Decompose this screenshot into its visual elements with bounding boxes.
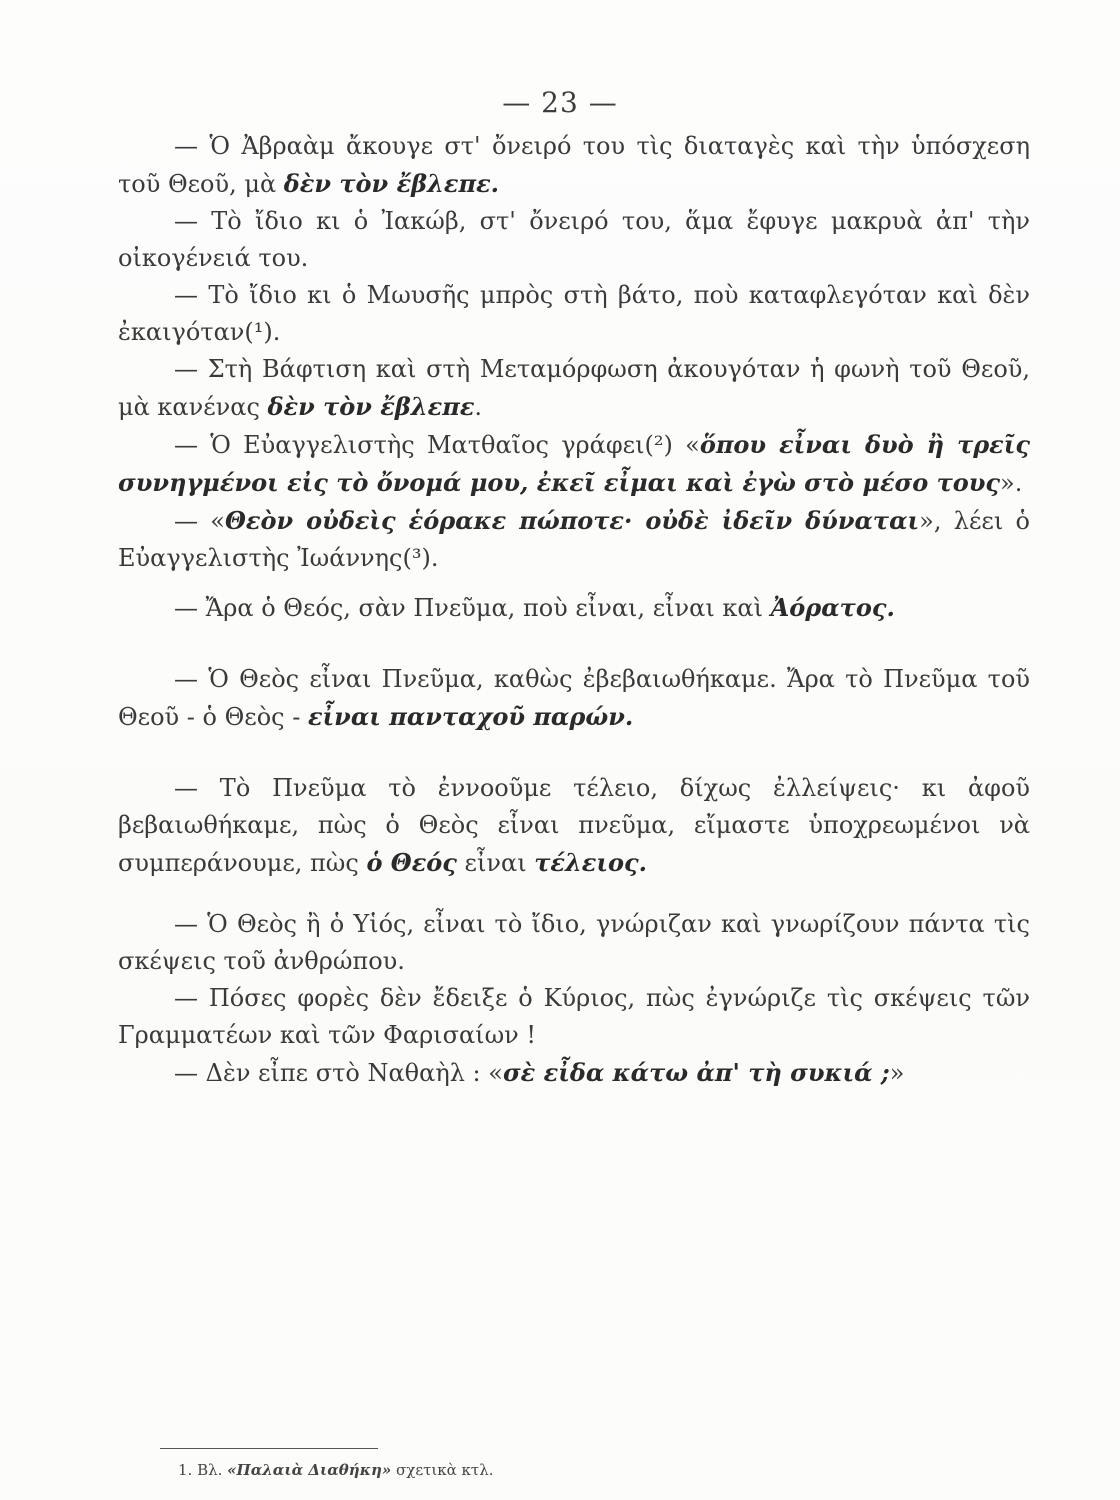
paragraph-perfect xyxy=(118,770,1030,882)
paragraph-jacob xyxy=(118,203,1030,277)
text: — Τὸ ἴδιο κι ὁ Ἰακώβ, στ' ὄνειρό του, ἅμα ἔφυγε μακρυὰ ἀπ' τὴν οἰκογένειά του. xyxy=(118,207,1030,272)
text: — Πόσες φορὲς δὲν ἔδειξε ὁ Κύριος, πὼς ἐγνώριζε τὶς σκέψεις τῶν Γραμματέων καὶ τῶν Φαρισαίων ! xyxy=(118,984,1030,1049)
footnote-ref: (²) xyxy=(644,431,673,459)
text: . xyxy=(474,393,483,421)
footnote-1 xyxy=(178,1460,878,1480)
text: — Τὸ ἴδιο κι ὁ Μωυσῆς μπρὸς στὴ βάτο, ποὺ καταφλεγόταν καὶ δὲν ἐκαιγόταν xyxy=(118,281,1030,346)
text: « xyxy=(672,431,700,459)
footnote-divider xyxy=(160,1448,378,1449)
paragraph-baptism xyxy=(118,351,1030,426)
footnotes xyxy=(178,1460,878,1480)
text: — Στὴ Βάφτιση καὶ στὴ Μεταμόρφωση ἀκουγόταν ἡ φωνὴ τοῦ Θεοῦ, μὰ κανένας xyxy=(118,355,1030,421)
text: », λέει ὁ Εὐαγγελιστὴς Ἰωάννης xyxy=(118,507,1031,572)
emphasis-text: τέλειος. xyxy=(534,848,647,877)
emphasis-text: εἶναι πανταχοῦ παρών. xyxy=(307,702,634,731)
emphasis-text: Ἀόρατος. xyxy=(770,593,895,622)
text: — Ὁ Θεὸς εἶναι Πνεῦμα, καθὼς ἐβεβαιωθήκαμε. Ἄρα τὸ Πνεῦμα τοῦ Θεοῦ - ὁ Θεὸς - xyxy=(118,665,1030,731)
emphasis-text: δὲν τὸν ἔβλεπε xyxy=(267,392,475,421)
text: ». xyxy=(1000,469,1023,497)
body-text xyxy=(118,128,1030,1092)
footnote-text: Βλ. xyxy=(197,1461,228,1479)
text: — Ὁ Εὐαγγελιστὴς Ματθαῖος γράφει xyxy=(174,431,645,459)
paragraph-invisible xyxy=(118,589,1030,627)
emphasis-text: σὲ εἶδα κάτω ἀπ' τὴ συκιά ; xyxy=(502,1058,890,1087)
text: — Ὁ Θεὸς ἢ ὁ Υἱός, εἶναι τὸ ἴδιο, γνώριζαν καὶ γνωρίζουν πάντα τὶς σκέψεις τοῦ ἀνθρώπου. xyxy=(118,910,1030,975)
text: — Τὸ Πνεῦμα τὸ ἐννοοῦμε τέλειο, δίχως ἐλλείψεις· κι ἀφοῦ βεβαιωθήκαμε, πὼς ὁ Θεὸς εἶναι πνεῦμα, εἴμαστε ὑποχρεωμένοι νὰ συμπεράνουμε, πὼς xyxy=(118,774,1030,877)
footnote-number: 1. xyxy=(178,1461,193,1479)
paragraph-son xyxy=(118,906,1030,980)
text: . xyxy=(272,318,281,346)
footnote-ref: (¹) xyxy=(244,318,273,346)
emphasis-text: ὅπου εἶναι δυὸ ἢ τρεῖς συνηγμένοι εἰς τὸ ὄνομά μου, ἐκεῖ εἶμαι καὶ ἐγὼ στὸ μέσο τους xyxy=(118,430,1031,497)
paragraph-matthew xyxy=(118,426,1030,502)
paragraph-abraham xyxy=(118,128,1030,203)
page-number: — 23 — xyxy=(502,86,618,119)
text: — Δὲν εἶπε στὸ Ναθαὴλ : « xyxy=(174,1059,503,1087)
text: — Ἄρα ὁ Θεός, σὰν Πνεῦμα, ποὺ εἶναι, εἶναι καὶ xyxy=(174,594,771,622)
footnote-emphasis: «Παλαιὰ Διαθήκη» xyxy=(227,1461,392,1479)
text: εἶναι xyxy=(456,849,535,877)
text: — « xyxy=(174,507,225,535)
text: . xyxy=(430,544,439,572)
emphasis-text: δὲν τὸν ἔβλεπε. xyxy=(283,169,500,198)
paragraph-john xyxy=(118,502,1030,577)
emphasis-text: Θεὸν οὐδεὶς ἑόρακε πώποτε· οὐδὲ ἰδεῖν δύναται xyxy=(224,506,920,535)
footnote-ref: (³) xyxy=(402,544,431,572)
paragraph-moses xyxy=(118,277,1030,351)
emphasis-text: ὁ Θεός xyxy=(366,848,457,877)
text: — Ὁ Ἀβραὰμ ἄκουγε στ' ὄνειρό του τὶς διαταγὲς καὶ τὴν ὑπόσχεση τοῦ Θεοῦ, μὰ xyxy=(118,132,1030,198)
paragraph-pharisees xyxy=(118,980,1030,1054)
paragraph-nathanael xyxy=(118,1054,1030,1092)
text: » xyxy=(889,1059,905,1087)
footnote-text: σχετικὰ κτλ. xyxy=(391,1461,494,1479)
paragraph-omnipresent xyxy=(118,661,1030,736)
